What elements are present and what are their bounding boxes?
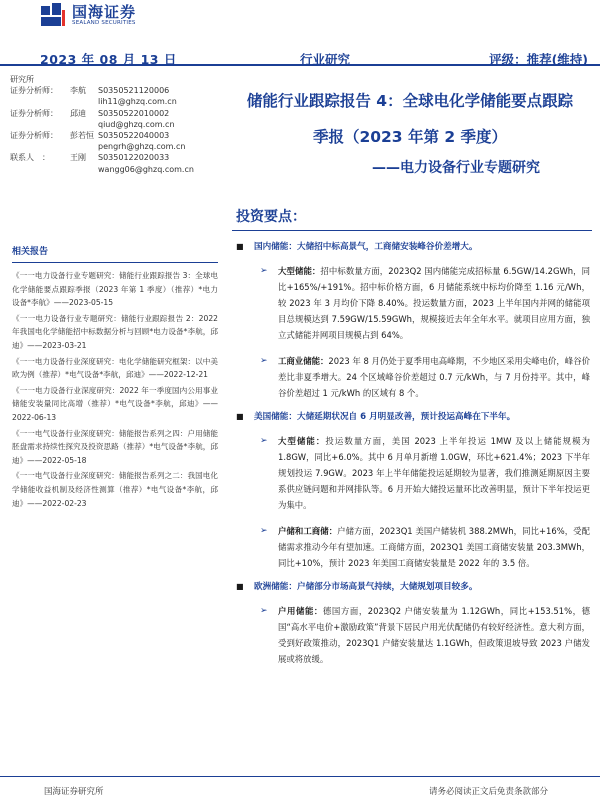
analyst-block <box>10 74 240 175</box>
analyst-role: 联系人 ： <box>10 153 50 163</box>
analyst-email[interactable]: pengrh@ghzq.com.cn <box>98 142 186 152</box>
subpoint-label: 大型储能： <box>278 436 326 446</box>
subpoint-text: 2023 年 8 月仍处于夏季用电高峰期，不少地区采用尖峰电价，峰谷价差比非夏季增大。24 个区域峰谷价差超过 0.7 元/kWh，与 7 月份持平。其中，峰谷价差超过 1 元/kWh 的区域有 8 个。 <box>278 356 590 398</box>
related-reports-heading: 相关报告 <box>12 244 218 263</box>
heading-divider <box>232 230 592 231</box>
analyst-cert: S0350122020033 <box>98 153 170 163</box>
subpoint <box>236 603 590 667</box>
subpoint <box>236 353 590 401</box>
arrow-bullet-icon: ➢ <box>260 606 268 616</box>
report-type: 行业研究 <box>300 52 351 67</box>
sealand-logo-icon <box>40 2 66 28</box>
arrow-bullet-icon: ➢ <box>260 356 268 366</box>
page-footer <box>0 776 600 800</box>
related-reports <box>12 244 218 512</box>
title-line-1: 储能行业跟踪报告 4：全球电化学储能要点跟踪 <box>246 92 574 110</box>
analyst-role: 证券分析师： <box>10 86 58 96</box>
analyst-email[interactable]: qiud@ghzq.com.cn <box>98 119 175 129</box>
investment-highlights <box>236 206 590 667</box>
analyst-cert: S0350521120006 <box>98 86 170 96</box>
subpoint-text: 招中标数量方面，2023Q2 国内储能完成招标量 6.5GW/14.2GWh，同比+165%/+191%。招中标价格方面，6 月储能系统中标均价降至 1.16 元/Wh，较 2023 年 3 月均价下降 8.40%。投运数量方面，2023 上半年国内并网的储能项目总规模达到 7.59GW/15.59GWh，规模接近去年全年水平。就项目应用方面，独立式储能并网项目规模占到 64%。 <box>278 266 591 340</box>
arrow-bullet-icon: ➢ <box>260 526 268 536</box>
report-title <box>230 90 590 178</box>
section-title: 美国储能：大储延期状况自 6 月明显改善，预计投运高峰在下半年。 <box>254 412 516 422</box>
analyst-cert: S0350522040003 <box>98 131 170 141</box>
institute-label: 研究所 <box>10 75 34 84</box>
analyst-name: 王刚 <box>70 153 86 163</box>
subpoint-label: 工商业储能： <box>278 356 329 366</box>
analyst-row <box>10 152 240 163</box>
highlights-heading: 投资要点： <box>236 209 306 225</box>
report-header-bar <box>0 36 600 66</box>
logo-chinese-name: 国海证券 <box>72 2 137 21</box>
analyst-cert: S0350522010002 <box>98 108 170 118</box>
analyst-email[interactable]: lih11@ghzq.com.cn <box>98 97 177 107</box>
square-bullet-icon: ■ <box>236 412 244 421</box>
section-us <box>236 411 590 423</box>
analyst-email[interactable]: wangg06@ghzq.com.cn <box>98 164 194 174</box>
logo-english-name: SEALAND SECURITIES <box>72 19 136 26</box>
subpoint-label: 户用储能： <box>278 606 323 616</box>
related-report-item[interactable]: 《一一电力设备行业深度研究：电化学储能研究框架：以中美欧为例（推荐）*电气设备*李航，邱迪》——2022-12-21 <box>12 356 218 380</box>
analyst-row <box>10 85 240 96</box>
analyst-row <box>10 130 240 141</box>
footer-institute: 国海证券研究所 <box>44 787 104 797</box>
related-report-item[interactable]: 《一一电力设备行业专题研究：储能行业跟踪报告 2：2022 年我国电化学储能招中标数据分析与回顾*电力设备*李航，邱迪》——2023-03-21 <box>12 313 218 350</box>
title-line-2: 季报（2023 年第 2 季度） <box>312 128 508 146</box>
subpoint-label: 户储和工商储： <box>278 526 338 536</box>
subpoint-text: 户储方面，2023Q1 美国户储装机 388.2MWh，同比+16%，受配储需求推动今年有望加速。工商储方面，2023Q1 美国工商储安装量 203.3MWh，同比+10%，预计 2023 年美国工商储安装量是 2022 年的 3.5 倍。 <box>278 526 591 568</box>
analyst-row <box>10 108 240 119</box>
related-report-item[interactable]: 《一一电力设备行业专题研究：储能行业跟踪报告 3：全球电化学储能要点跟踪季报（2023 年第 1 季度）（推荐）*电力设备*李航》——2023-05-15 <box>12 271 218 308</box>
subpoint-label: 大型储能： <box>278 266 321 276</box>
subpoint-text: 投运数量方面，美国 2023 上半年投运 1MW 及以上储能规模为 1.8GW，同比+6.0%。其中 6 月单月新增 1.0GW，环比+621.4%；2023 下半年规划投运 7.9GW。2023 年上半年储能投运延期较为显著，我们推测延期原因主要系供应链问题和并网排队等。6 月开始大储投运量环比改善明显，预计下半年投运更为集中。 <box>278 436 591 510</box>
section-title: 国内储能：大储招中标高景气，工商储安装峰谷价差增大。 <box>254 242 478 252</box>
related-report-item[interactable]: 《一一电力设备行业深度研究：2022 年一季度国内公用事业储能安装量同比高增（推荐）*电气设备*李航，邱迪》——2022-06-13 <box>12 385 218 422</box>
report-rating: 评级：推荐(维持) <box>489 52 588 67</box>
arrow-bullet-icon: ➢ <box>260 436 268 446</box>
section-title: 欧洲储能：户储部分市场高景气持续，大储规划项目较多。 <box>254 582 478 592</box>
report-date: 2023 年 08 月 13 日 <box>40 52 177 67</box>
analyst-name: 李航 <box>70 86 86 96</box>
analyst-role: 证券分析师： <box>10 131 58 141</box>
arrow-bullet-icon: ➢ <box>260 266 268 276</box>
company-logo <box>40 2 136 28</box>
analyst-name: 邱迪 <box>70 108 86 118</box>
section-domestic <box>236 241 590 253</box>
subpoint <box>236 263 590 343</box>
section-europe <box>236 581 590 593</box>
subpoint <box>236 523 590 571</box>
title-line-3: ——电力设备行业专题研究 <box>372 160 540 176</box>
square-bullet-icon: ■ <box>236 242 244 251</box>
square-bullet-icon: ■ <box>236 582 244 591</box>
subpoint <box>236 433 590 513</box>
related-report-item[interactable]: 《一一电气设备行业深度研究：储能报告系列之四：户用储能胚盘需求持续性探究及投资思路（推荐）*电气设备*李航，邱迪》——2022-05-18 <box>12 428 218 465</box>
analyst-role: 证券分析师： <box>10 108 58 118</box>
analyst-name: 彭若恒 <box>70 131 94 141</box>
related-report-item[interactable]: 《一一电气设备行业深度研究：储能报告系列之二：我国电化学储能收益机制及经济性测算（推荐）*电气设备*李航，邱迪》——2022-02-23 <box>12 471 218 508</box>
footer-disclaimer: 请务必阅读正文后免责条款部分 <box>428 787 548 797</box>
subpoint-text: 德国方面，2023Q2 户储安装量为 1.12GWh，同比+153.51%，德国“高水平电价+激励政策”背景下居民户用光伏配储仍有较好经济性。意大利方面，受到好政策推动，2023Q1 户储安装量达 1.1GWh，但政策退坡导致 2023 户储发展或将放缓。 <box>278 606 590 664</box>
